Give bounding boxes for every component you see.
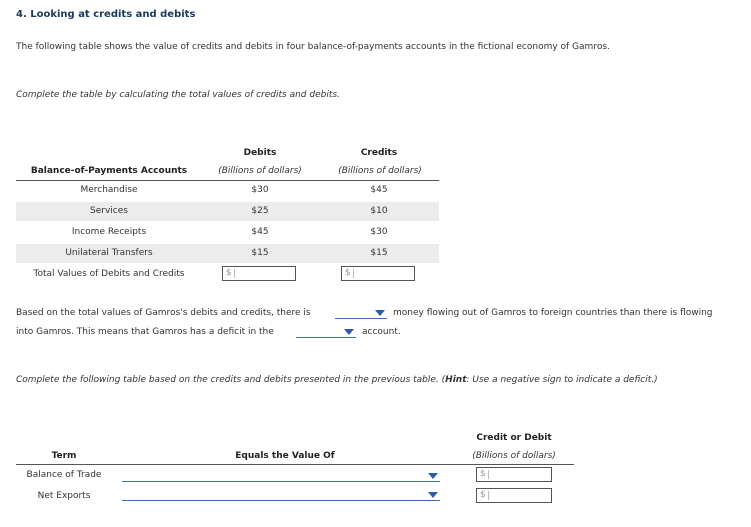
question-title: 4. Looking at credits and debits: [16, 9, 196, 20]
table-row: [16, 202, 439, 221]
net-exports-dropdown[interactable]: [122, 489, 440, 501]
credits-unit-header: (Billions of dollars): [338, 166, 422, 176]
total-label: Total Values of Debits and Credits: [33, 269, 185, 279]
sentence-part2: money flowing out of Gamros to foreign countries than there is flowing: [393, 308, 713, 318]
account-cell: Merchandise: [80, 185, 138, 195]
sentence-part1: Based on the total values of Gamros's debits and credits, there is: [16, 308, 311, 318]
equals-header: Equals the Value Of: [235, 451, 335, 461]
account-cell: Income Receipts: [71, 227, 147, 237]
net-exports-input[interactable]: [476, 488, 552, 503]
dollar-sign: $: [226, 268, 232, 278]
chevron-down-icon: [428, 492, 438, 498]
debit-cell: $15: [251, 248, 269, 258]
hint-label: Hint: [445, 375, 467, 385]
total-credits-input[interactable]: [341, 266, 415, 281]
sentence-part3: into Gamros. This means that Gamros has a deficit in the: [16, 327, 274, 337]
account-cell: Unilateral Transfers: [65, 248, 153, 258]
credit-cell: $10: [370, 206, 388, 216]
dollar-sign: $: [480, 490, 486, 500]
debits-unit-header: (Billions of dollars): [218, 166, 302, 176]
credit-debit-header: Credit or Debit: [476, 433, 552, 443]
credit-cell: $30: [370, 227, 388, 237]
term-header: Term: [51, 451, 77, 461]
balance-of-trade-input[interactable]: [476, 467, 552, 482]
more-less-dropdown[interactable]: [335, 307, 387, 319]
account-dropdown[interactable]: [296, 326, 356, 338]
term-cell: Net Exports: [37, 491, 91, 501]
table-row: [16, 244, 439, 263]
header-rule: [16, 464, 574, 465]
instruction-text: Complete the table by calculating the total values of credits and debits.: [16, 90, 340, 100]
credit-debit-unit-header: (Billions of dollars): [472, 451, 556, 461]
dollar-sign: $: [345, 268, 351, 278]
instruction2-text: Complete the following table based on the credits and debits presented in the previous table. (Hint: Use a negative sign to indicate a deficit.): [16, 375, 658, 385]
table-row: [16, 223, 439, 242]
sentence-part4: account.: [362, 327, 401, 337]
accounts-header: Balance-of-Payments Accounts: [30, 166, 188, 176]
credits-header: Credits: [360, 148, 398, 158]
intro-text: The following table shows the value of credits and debits in four balance-of-payments accounts in the fictional economy of Gamros.: [16, 42, 610, 52]
table-row: [16, 181, 439, 200]
total-debits-input[interactable]: [222, 266, 296, 281]
account-cell: Services: [90, 206, 128, 216]
chevron-down-icon: [428, 473, 438, 479]
dollar-sign: $: [480, 469, 486, 479]
debit-cell: $45: [251, 227, 269, 237]
credit-cell: $15: [370, 248, 388, 258]
term-cell: Balance of Trade: [26, 470, 102, 480]
credit-cell: $45: [370, 185, 388, 195]
balance-of-trade-dropdown[interactable]: [122, 470, 440, 482]
debits-header: Debits: [243, 148, 277, 158]
chevron-down-icon: [375, 310, 385, 316]
debit-cell: $30: [251, 185, 269, 195]
chevron-down-icon: [344, 329, 354, 335]
debit-cell: $25: [251, 206, 269, 216]
